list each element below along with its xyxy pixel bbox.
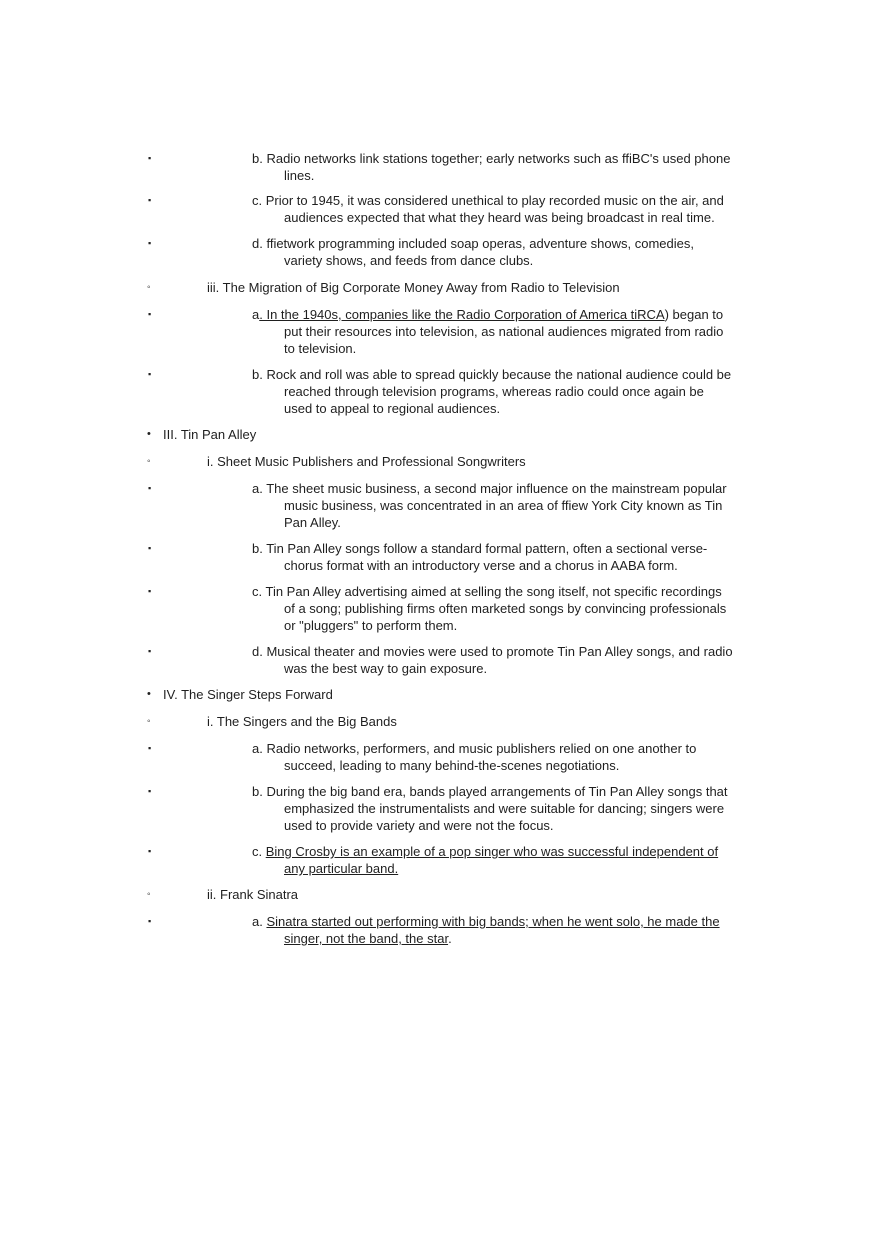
item-text: a. The sheet music business, a second major influence on the mainstream popular music business, was concentrated in an area of ffiew York City known as Tin Pan Alley. <box>252 481 727 530</box>
item-text: c. Prior to 1945, it was considered unethical to play recorded music on the air, and audiences expected that what they heard was being broadcast in real time. <box>252 193 724 225</box>
circle-bullet-icon: ◦ <box>147 282 151 293</box>
item-rest: . <box>448 931 452 946</box>
item-text: a. Radio networks, performers, and music publishers relied on one another to succeed, leading to many behind-the-scenes negotiations. <box>252 741 697 773</box>
square-bullet-icon: ▪ <box>148 369 152 379</box>
subheading-text: iii. The Migration of Big Corporate Money Away from Radio to Television <box>207 280 620 295</box>
item-prefix: a. <box>252 914 267 929</box>
item-text: b. Tin Pan Alley songs follow a standard formal pattern, often a sectional verse-chorus format with an introductory verse and a chorus in AABA form. <box>252 541 708 573</box>
square-bullet-icon: ▪ <box>148 916 152 926</box>
disc-bullet-icon: • <box>147 688 151 700</box>
subheading-text: ii. Frank Sinatra <box>207 887 299 902</box>
square-bullet-icon: ▪ <box>148 483 152 493</box>
heading-text: IV. The Singer Steps Forward <box>163 687 333 702</box>
square-bullet-icon: ▪ <box>148 743 152 753</box>
item-prefix: a <box>252 307 260 322</box>
square-bullet-icon: ▪ <box>148 846 152 856</box>
item-text <box>252 913 734 947</box>
square-bullet-icon: ▪ <box>148 786 152 796</box>
disc-bullet-icon: • <box>147 428 151 440</box>
item-text: d. ffietwork programming included soap operas, adventure shows, comedies, variety shows, and feeds from dance clubs. <box>252 236 694 268</box>
square-bullet-icon: ▪ <box>148 238 152 248</box>
circle-bullet-icon: ◦ <box>147 889 151 900</box>
item-text: c. Tin Pan Alley advertising aimed at selling the song itself, not specific recordings of a song; publishing firms often marketed songs by convincing professionals or "pluggers" to perform them. <box>252 584 727 633</box>
item-text: b. During the big band era, bands played arrangements of Tin Pan Alley songs that emphasized the instrumentalists and were suitable for dancing; singers were used to provide variety and were not the focus. <box>252 784 728 833</box>
underlined-text: Sinatra started out performing with big bands; when he went solo, he made the singer, not the band, the star <box>266 914 720 946</box>
item-text <box>252 843 734 877</box>
square-bullet-icon: ▪ <box>148 309 152 319</box>
circle-bullet-icon: ◦ <box>147 456 151 467</box>
item-text: b. Radio networks link stations together; early networks such as ffiBC's used phone lines. <box>252 151 731 183</box>
item-text: d. Musical theater and movies were used to promote Tin Pan Alley songs, and radio was the best way to gain exposure. <box>252 644 733 676</box>
square-bullet-icon: ▪ <box>148 153 152 163</box>
item-text <box>252 306 734 357</box>
item-text: b. Rock and roll was able to spread quickly because the national audience could be reached through television programs, whereas radio could once again be used to appeal to regional audiences. <box>252 367 732 416</box>
underlined-text: . In the 1940s, companies like the Radio Corporation of America tiRCA <box>259 307 665 322</box>
subheading-text: i. The Singers and the Big Bands <box>207 714 397 729</box>
square-bullet-icon: ▪ <box>148 543 152 553</box>
underlined-text: Bing Crosby is an example of a pop singer who was successful independent of any particular band. <box>265 844 719 876</box>
circle-bullet-icon: ◦ <box>147 716 151 727</box>
square-bullet-icon: ▪ <box>148 586 152 596</box>
heading-text: III. Tin Pan Alley <box>163 427 257 442</box>
item-prefix: c. <box>252 844 266 859</box>
subheading-text: i. Sheet Music Publishers and Professional Songwriters <box>207 454 526 469</box>
square-bullet-icon: ▪ <box>148 195 152 205</box>
item-rest: ) began to put their resources into television, as national audiences migrated from radio to television. <box>284 307 724 356</box>
square-bullet-icon: ▪ <box>148 646 152 656</box>
